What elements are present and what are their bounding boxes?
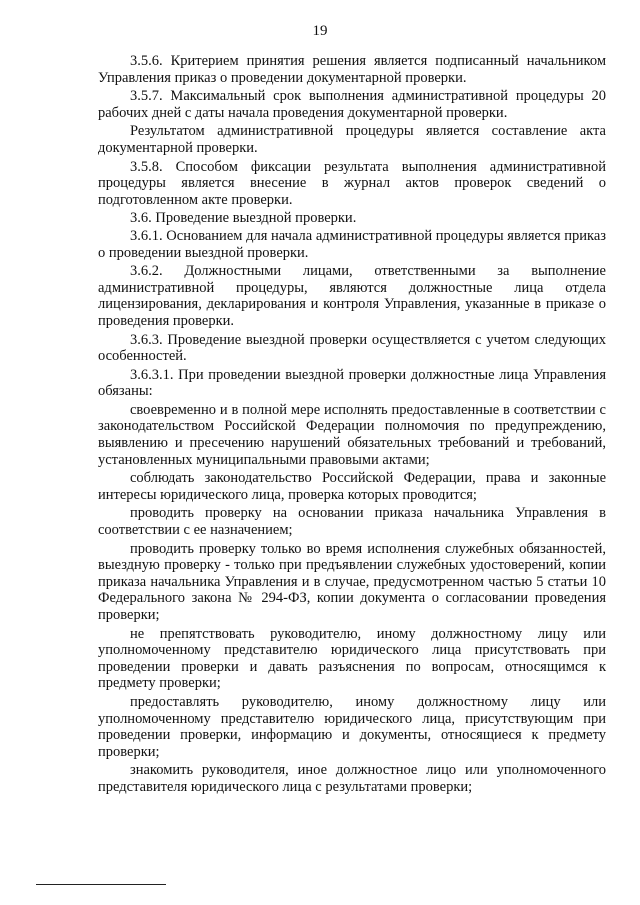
paragraph-3-6-3-1: 3.6.3.1. При проведении выездной проверки должностные лица Управления обязаны:: [98, 366, 606, 400]
paragraph-result: Результатом административной процедуры является составление акта документарной проверки.: [98, 123, 606, 156]
paragraph-3-5-7: 3.5.7. Максимальный срок выполнения административной процедуры 20 рабочих дней с даты начала проведения документарной проверки.: [98, 88, 606, 121]
paragraph-3-6-1: 3.6.1. Основанием для начала административной процедуры является приказ о проведении выездной проверки.: [98, 227, 606, 261]
obligation-item: проводить проверку только во время исполнения служебных обязанностей, выездную проверку - только при предъявлении служебных удостоверений, копии приказа начальника Управления и в случае, предусмотренном частью 5 статьи 10 Федерального закона № 294-ФЗ, копии документа о согласовании проведения проверки;: [98, 540, 606, 623]
paragraph-3-5-8: 3.5.8. Способом фиксации результата выполнения административной процедуры является внесение в журнал актов проверок сведений о подготовленном акте проверки.: [98, 158, 606, 208]
obligation-item: соблюдать законодательство Российской Федерации, права и законные интересы юридического лица, проверка которых проводится;: [98, 470, 606, 503]
paragraph-3-6-3: 3.6.3. Проведение выездной проверки осуществляется с учетом следующих особенностей.: [98, 331, 606, 365]
document-body: [98, 53, 606, 798]
paragraph-3-5-6: 3.5.6. Критерием принятия решения является подписанный начальником Управления приказ о проведении документарной проверки.: [98, 53, 606, 86]
obligation-item: знакомить руководителя, иное должностное лицо или уполномоченного представителя юридического лица с результатами проверки;: [98, 762, 606, 795]
footnote-separator: [36, 884, 166, 885]
obligation-item: проводить проверку на основании приказа начальника Управления в соответствии с ее назначением;: [98, 505, 606, 539]
obligation-item: предоставлять руководителю, иному должностному лицу или уполномоченному представителю юридического лица, присутствующим при проведении проверки, информацию и документы, относящиеся к предмету проверки;: [98, 693, 606, 760]
paragraph-3-6: 3.6. Проведение выездной проверки.: [130, 210, 357, 227]
page-number: 19: [312, 23, 328, 39]
obligation-item: не препятствовать руководителю, иному должностному лицу или уполномоченному представителю юридического лица присутствовать при проведении проверки и давать разъяснения по вопросам, относящимся к предмету проверки;: [98, 625, 606, 692]
obligation-item: своевременно и в полной мере исполнять предоставленные в соответствии с законодательством Российской Федерации полномочия по предупреждению, выявлению и пресечению нарушений обязательных требований и требований, установленных муниципальными правовыми актами;: [98, 401, 606, 468]
paragraph-3-6-2: 3.6.2. Должностными лицами, ответственными за выполнение административной процедуры, являются должностные лица отдела лицензирования, декларирования и контроля Управления, указанные в приказе о проведения проверки.: [98, 263, 606, 329]
